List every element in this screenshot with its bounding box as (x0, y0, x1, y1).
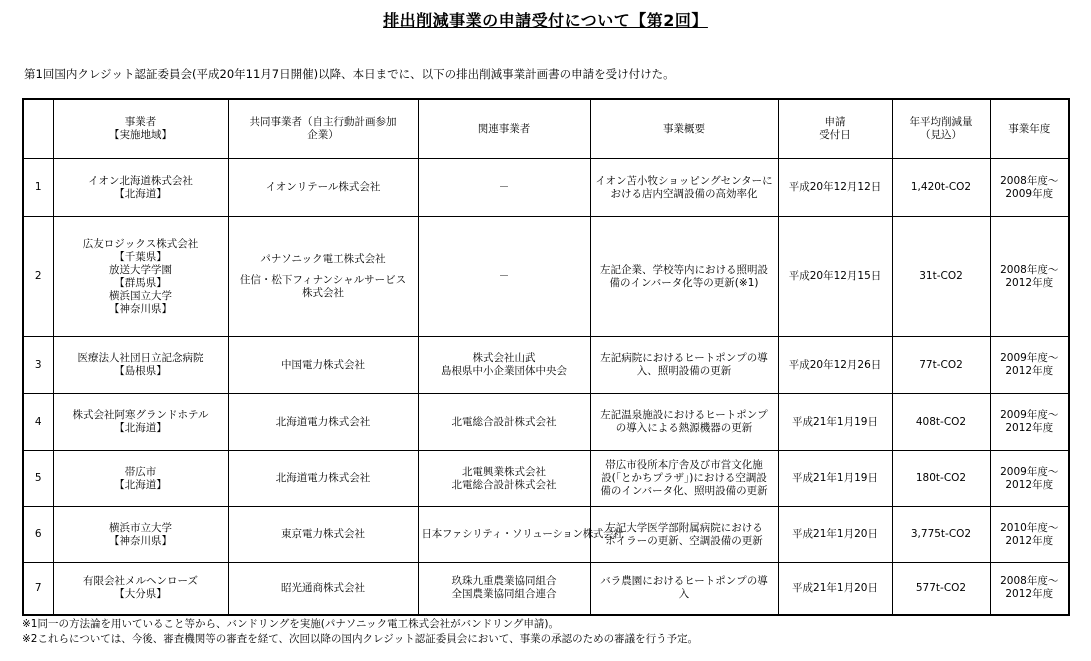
header-no (23, 99, 53, 159)
summary-cell: イオン苫小牧ショッピングセンターに おける店内空調設備の高効率化 (590, 159, 778, 217)
table-row (23, 217, 1069, 337)
joint-cell: 昭光通商株式会社 (228, 563, 418, 615)
header-related: 関連事業者 (418, 99, 590, 159)
row-number: 5 (23, 451, 53, 507)
reduction-cell: 1,420t-CO2 (892, 159, 990, 217)
table-row (23, 563, 1069, 615)
date-cell: 平成21年1月20日 (778, 507, 892, 563)
summary-cell: 左記温泉施設におけるヒートポンプ の導入による熱源機器の更新 (590, 394, 778, 451)
joint-cell: 北海道電力株式会社 (228, 394, 418, 451)
summary-cell: 左記大学医学部附属病院における ボイラーの更新、空調設備の更新 (590, 507, 778, 563)
joint-cell: パナソニック電工株式会社 住信・松下フィナンシャルサービス 株式会社 (228, 217, 418, 337)
joint-cell: 北海道電力株式会社 (228, 451, 418, 507)
related-cell: 株式会社山武 島根県中小企業団体中央会 (418, 337, 590, 394)
row-number: 6 (23, 507, 53, 563)
summary-cell: 左記病院におけるヒートポンプの導 入、照明設備の更新 (590, 337, 778, 394)
joint-cell: 東京電力株式会社 (228, 507, 418, 563)
company-cell: 帯広市 【北海道】 (53, 451, 228, 507)
reduction-cell: 180t-CO2 (892, 451, 990, 507)
related-cell: － (418, 217, 590, 337)
year-cell: 2008年度～ 2012年度 (990, 563, 1069, 615)
reduction-cell: 408t-CO2 (892, 394, 990, 451)
header-joint: 共同事業者（自主行動計画参加 企業） (228, 99, 418, 159)
reduction-cell: 577t-CO2 (892, 563, 990, 615)
related-cell: 北電興業株式会社 北電総合設計株式会社 (418, 451, 590, 507)
summary-cell: 帯広市役所本庁舎及び市営文化施 設(「とかちプラザ」)における空調設 備のインバータ化、照明設備の更新 (590, 451, 778, 507)
table-header-row (23, 99, 1069, 159)
reduction-cell: 77t-CO2 (892, 337, 990, 394)
company-cell: 株式会社阿寒グランドホテル 【北海道】 (53, 394, 228, 451)
year-cell: 2008年度～ 2012年度 (990, 217, 1069, 337)
table-row (23, 507, 1069, 563)
company-cell: 広友ロジックス株式会社 【千葉県】 放送大学学園 【群馬県】 横浜国立大学 【神奈川県】 (53, 217, 228, 337)
table-row (23, 159, 1069, 217)
footnote-2: ※2これらについては、今後、審査機関等の審査を経て、次回以降の国内クレジット認証委員会において、事業の承認のための審議を行う予定。 (22, 633, 699, 645)
related-cell: 日本ファシリティ・ソリューション株式会社 (418, 507, 590, 563)
reduction-cell: 3,775t-CO2 (892, 507, 990, 563)
header-date: 申請 受付日 (778, 99, 892, 159)
row-number: 3 (23, 337, 53, 394)
company-cell: 横浜市立大学 【神奈川県】 (53, 507, 228, 563)
year-cell: 2009年度～ 2012年度 (990, 451, 1069, 507)
related-cell: 北電総合設計株式会社 (418, 394, 590, 451)
header-reduction: 年平均削減量 （見込） (892, 99, 990, 159)
reduction-cell: 31t-CO2 (892, 217, 990, 337)
table-row (23, 394, 1069, 451)
date-cell: 平成21年1月19日 (778, 451, 892, 507)
related-cell: 玖珠九重農業協同組合 全国農業協同組合連合 (418, 563, 590, 615)
company-cell: イオン北海道株式会社 【北海道】 (53, 159, 228, 217)
joint-cell: イオンリテール株式会社 (228, 159, 418, 217)
intro-text: 第1回国内クレジット認証委員会(平成20年11月7日開催)以降、本日までに、以下の排出削減事業計画書の申請を受け付けた。 (24, 67, 675, 81)
table-row (23, 337, 1069, 394)
company-cell: 医療法人社団日立記念病院 【島根県】 (53, 337, 228, 394)
related-cell: － (418, 159, 590, 217)
footnote-1: ※1同一の方法論を用いていること等から、バンドリングを実施(パナソニック電工株式会社がバンドリング申請)。 (22, 618, 560, 630)
table-row (23, 451, 1069, 507)
header-year: 事業年度 (990, 99, 1069, 159)
row-number: 2 (23, 217, 53, 337)
year-cell: 2010年度～ 2012年度 (990, 507, 1069, 563)
date-cell: 平成20年12月26日 (778, 337, 892, 394)
footnotes (22, 617, 698, 647)
row-number: 1 (23, 159, 53, 217)
date-cell: 平成21年1月19日 (778, 394, 892, 451)
row-number: 4 (23, 394, 53, 451)
date-cell: 平成20年12月12日 (778, 159, 892, 217)
header-company: 事業者 【実施地域】 (53, 99, 228, 159)
joint-cell: 中国電力株式会社 (228, 337, 418, 394)
application-table (22, 98, 1070, 616)
summary-cell: バラ農園におけるヒートポンプの導 入 (590, 563, 778, 615)
page-title-text: 排出削減事業の申請受付について【第2回】 (383, 11, 708, 30)
row-number: 7 (23, 563, 53, 615)
date-cell: 平成20年12月15日 (778, 217, 892, 337)
header-summary: 事業概要 (590, 99, 778, 159)
company-cell: 有限会社メルヘンローズ 【大分県】 (53, 563, 228, 615)
page-title (0, 8, 1091, 31)
year-cell: 2009年度～ 2012年度 (990, 337, 1069, 394)
date-cell: 平成21年1月20日 (778, 563, 892, 615)
summary-cell: 左記企業、学校等内における照明設 備のインバータ化等の更新(※1) (590, 217, 778, 337)
year-cell: 2008年度～ 2009年度 (990, 159, 1069, 217)
year-cell: 2009年度～ 2012年度 (990, 394, 1069, 451)
